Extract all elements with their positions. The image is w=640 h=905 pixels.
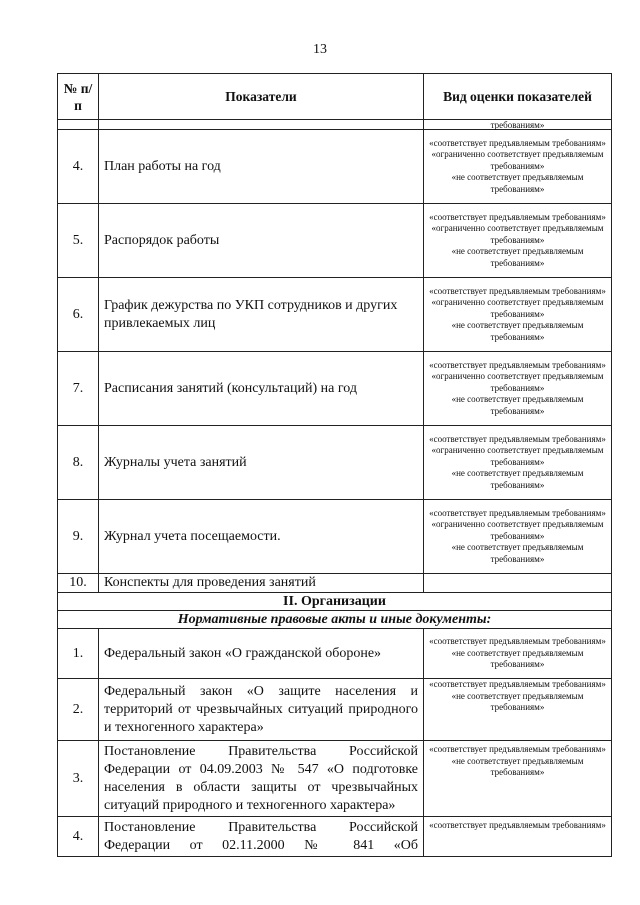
row-indicator: План работы на год: [99, 130, 424, 204]
assessment-option: «ограниченно соответствует предъявляемым требованиям»: [431, 297, 604, 319]
assessment-option: «не соответствует предъявляемым требованиям»: [451, 246, 584, 268]
table-row: [58, 130, 612, 204]
row-number: 9.: [58, 500, 99, 574]
assessment-option: «соответствует предъявляемым требованиям»: [429, 137, 606, 148]
assessment-option: «не соответствует предъявляемым требованиям»: [451, 394, 584, 416]
row-assessment: [424, 130, 612, 204]
row-assessment: [424, 500, 612, 574]
row-assessment: [424, 679, 612, 741]
header-indicators: Показатели: [99, 74, 424, 120]
assessment-option: «соответствует предъявляемым требованиям»: [429, 744, 606, 754]
assessment-option: «не соответствует предъявляемым требованиям»: [451, 468, 584, 490]
row-number: 10.: [58, 574, 99, 593]
table-row: [58, 574, 612, 593]
carryover-assessment: требованиям»: [424, 120, 612, 130]
indicators-table: [57, 73, 612, 857]
row-assessment: [424, 204, 612, 278]
row-number: 6.: [58, 278, 99, 352]
assessment-option: «не соответствует предъявляемым требованиям»: [451, 320, 584, 342]
assessment-option: «соответствует предъявляемым требованиям»: [429, 359, 606, 370]
row-assessment: [424, 426, 612, 500]
row-indicator: Распорядок работы: [99, 204, 424, 278]
row-number: 8.: [58, 426, 99, 500]
assessment-option: «не соответствует предъявляемым требованиям»: [451, 647, 584, 670]
row-assessment: [424, 741, 612, 817]
row-number: 4.: [58, 817, 99, 857]
assessment-option: «соответствует предъявляемым требованиям»: [429, 679, 606, 689]
assessment-option: «ограниченно соответствует предъявляемым требованиям»: [431, 371, 604, 393]
table-row: [58, 204, 612, 278]
row-assessment: [424, 817, 612, 857]
subsection-title: Нормативные правовые акты и иные документы:: [58, 611, 612, 629]
assessment-option: «соответствует предъявляемым требованиям»: [429, 636, 606, 647]
row-indicator: Расписания занятий (консультаций) на год: [99, 352, 424, 426]
table-row: [58, 426, 612, 500]
row-indicator: Федеральный закон «О защите населения и территорий от чрезвычайных ситуаций природного и техногенного характера»: [99, 679, 424, 741]
assessment-option: «не соответствует предъявляемым требованиям»: [451, 690, 584, 713]
table-row: [58, 679, 612, 741]
row-indicator: Постановление Правительства Российской Федерации от 04.09.2003 № 547 «О подготовке населения в области защиты от чрезвычайных ситуаций природного и техногенного характера»: [99, 741, 424, 817]
table-header-row: [58, 74, 612, 120]
assessment-option: «не соответствует предъявляемым требованиям»: [451, 755, 584, 778]
row-indicator: Журнал учета посещаемости.: [99, 500, 424, 574]
row-indicator: Конспекты для проведения занятий: [99, 574, 424, 593]
assessment-option: «ограниченно соответствует предъявляемым требованиям»: [431, 519, 604, 541]
assessment-option: «соответствует предъявляемым требованиям»: [429, 433, 606, 444]
assessment-option: «ограниченно соответствует предъявляемым требованиям»: [431, 223, 604, 245]
row-number: 3.: [58, 741, 99, 817]
assessment-option: «не соответствует предъявляемым требованиям»: [451, 542, 584, 564]
subsection-row: [58, 611, 612, 629]
table-row: [58, 352, 612, 426]
section-row: [58, 593, 612, 611]
row-number: 2.: [58, 679, 99, 741]
row-indicator: Журналы учета занятий: [99, 426, 424, 500]
row-indicator: График дежурства по УКП сотрудников и других привлекаемых лиц: [99, 278, 424, 352]
row-number: 1.: [58, 629, 99, 679]
header-assessment: Вид оценки показателей: [424, 74, 612, 120]
assessment-option: «ограниченно соответствует предъявляемым требованиям»: [431, 445, 604, 467]
assessment-option: «не соответствует предъявляемым требованиям»: [451, 172, 584, 194]
row-assessment: [424, 574, 612, 593]
row-number: 4.: [58, 130, 99, 204]
row-indicator: Федеральный закон «О гражданской обороне»: [99, 629, 424, 679]
table-row: [58, 741, 612, 817]
assessment-option: «ограниченно соответствует предъявляемым требованиям»: [431, 149, 604, 171]
table-row: [58, 629, 612, 679]
table-row: [58, 278, 612, 352]
row-number: 5.: [58, 204, 99, 278]
header-num: № п/п: [58, 74, 99, 120]
carryover-row: [58, 120, 612, 130]
row-indicator: Постановление Правительства Российской Федерации от 02.11.2000 № 841 «Об: [99, 817, 424, 857]
page-number: 13: [313, 42, 327, 57]
table-row: [58, 817, 612, 857]
assessment-option: «соответствует предъявляемым требованиям»: [429, 820, 606, 830]
assessment-option: «соответствует предъявляемым требованиям»: [429, 285, 606, 296]
row-assessment: [424, 629, 612, 679]
section-title: II. Организации: [58, 593, 612, 611]
row-assessment: [424, 278, 612, 352]
table-row: [58, 500, 612, 574]
assessment-option: «соответствует предъявляемым требованиям»: [429, 211, 606, 222]
row-number: 7.: [58, 352, 99, 426]
row-assessment: [424, 352, 612, 426]
assessment-option: «соответствует предъявляемым требованиям»: [429, 507, 606, 518]
